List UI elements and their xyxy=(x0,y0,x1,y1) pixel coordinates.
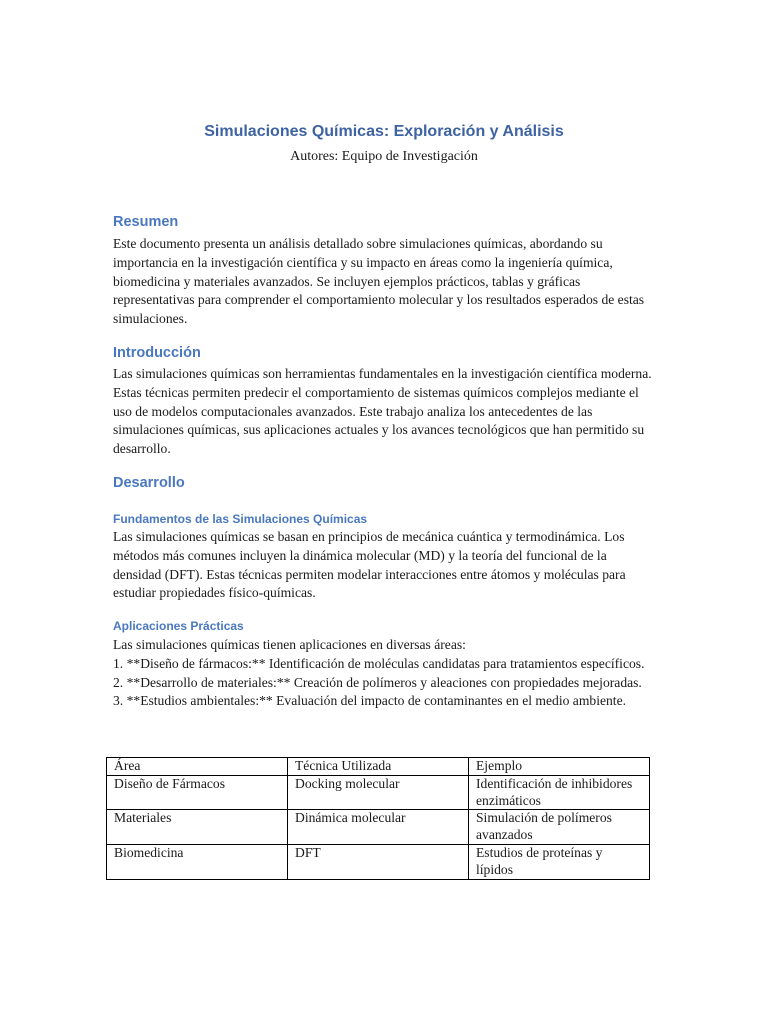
list-item: 3. **Estudios ambientales:** Evaluación del impacto de contaminantes en el medio ambiente. xyxy=(113,693,627,709)
document-title: Simulaciones Químicas: Exploración y Análisis xyxy=(204,123,564,140)
document-authors: Autores: Equipo de Investigación xyxy=(290,149,478,164)
paragraph-resumen: Este documento presenta un análisis detallado sobre simulaciones químicas, abordando su importancia en la investigación científica y su impacto en áreas como la ingeniería química, biomedicina y materiales avanzados. Se incluyen ejemplos prácticos, tablas y gráficas representativas para comprender el comportamiento molecular y los resultados esperados de estas simulaciones. xyxy=(113,236,645,327)
list-item: 1. **Diseño de fármacos:** Identificación de moléculas candidatas para tratamientos específicos. xyxy=(113,655,645,671)
table-cell: Identificación de inhibidores enzimáticos xyxy=(469,775,650,810)
aplicaciones-list xyxy=(113,636,673,711)
heading-introduccion: Introducción xyxy=(113,345,201,361)
list-item: 2. **Desarrollo de materiales:** Creación de polímeros y aleaciones con propiedades mejoradas. xyxy=(113,674,642,690)
heading-aplicaciones: Aplicaciones Prácticas xyxy=(113,619,244,633)
table-row xyxy=(107,810,650,845)
table-cell: Docking molecular xyxy=(288,775,469,810)
table-cell: Dinámica molecular xyxy=(288,810,469,845)
table-cell: Simulación de polímeros avanzados xyxy=(469,810,650,845)
techniques-table xyxy=(106,757,650,880)
heading-resumen: Resumen xyxy=(113,214,179,230)
heading-fundamentos: Fundamentos de las Simulaciones Químicas xyxy=(113,512,368,526)
table-row xyxy=(107,844,650,879)
table-cell: Diseño de Fármacos xyxy=(107,775,288,810)
table-cell: Materiales xyxy=(107,810,288,845)
table-header-cell: Técnica Utilizada xyxy=(288,758,469,776)
table-row xyxy=(107,775,650,810)
table-header-cell: Ejemplo xyxy=(469,758,650,776)
table-cell: Estudios de proteínas y lípidos xyxy=(469,844,650,879)
paragraph-introduccion: Las simulaciones químicas son herramientas fundamentales en la investigación científica moderna. Estas técnicas permiten predecir el comportamiento de sistemas químicos complejos mediante el uso de modelos computacionales avanzados. Este trabajo analiza los antecedentes de las simulaciones químicas, sus aplicaciones actuales y los avances tecnológicos que han permitido su desarrollo. xyxy=(113,366,652,457)
paragraph-fundamentos: Las simulaciones químicas se basan en principios de mecánica cuántica y termodinámica. Los métodos más comunes incluyen la dinámica molecular (MD) y la teoría del funcional de la densidad (DFT). Estas técnicas permiten modelar interacciones entre átomos y moléculas para estudiar propiedades físico-químicas. xyxy=(113,529,626,601)
list-intro: Las simulaciones químicas tienen aplicaciones en diversas áreas: xyxy=(113,637,466,652)
table-header-cell: Área xyxy=(107,758,288,776)
table-cell: Biomedicina xyxy=(107,844,288,879)
table-cell: DFT xyxy=(288,844,469,879)
heading-desarrollo: Desarrollo xyxy=(113,475,185,491)
table-header-row xyxy=(107,758,650,776)
